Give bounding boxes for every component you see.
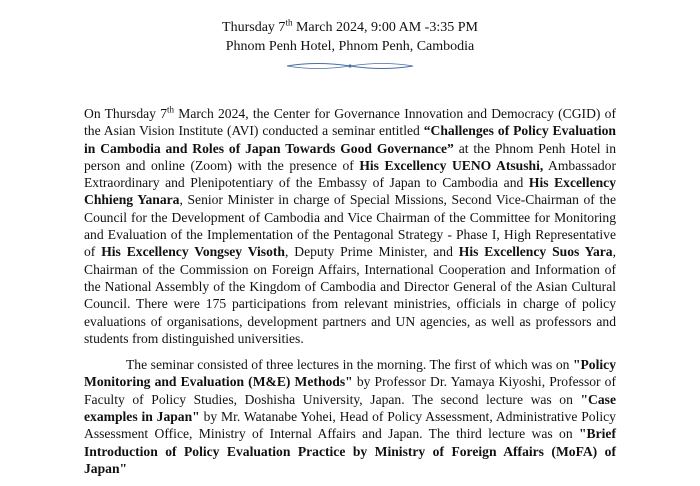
dignitary-name: His Excellency Suos Yara [458, 244, 613, 260]
event-venue: Phnom Penh Hotel, Phnom Penh, Cambodia [225, 39, 475, 54]
event-date-time [0, 18, 700, 37]
event-header [0, 0, 700, 56]
divider-ornament-icon [285, 60, 415, 72]
ornamental-divider [0, 60, 700, 72]
date-superscript: th [285, 17, 293, 28]
date-prefix: Thursday 7 [222, 20, 286, 35]
dignitary-name: His Excellency Chhieng Yanara [84, 175, 616, 208]
seminar-title: “Challenges of Policy Evaluation in Cambodia and Roles of Japan Towards Good Governance” [84, 123, 616, 156]
paragraph-intro: On Thursday 7th March 2024, the Center for Governance Innovation and Democracy (CGID) of the Asian Vision Institute (AVI) conducted a seminar entitled “Challenges of Policy Evaluation in Cambodia and Roles of Japan Towards Good Governance” at the Phnom Penh Hotel in person and online (Zoom) with the presence of His Excellency UENO Atsushi, Ambassador Extraordinary and Plenipotentiary of the Embassy of Japan to Cambodia and His Excellency Chhieng Yanara, Senior Minister in charge of Special Missions, Second Vice-Chairman of the Council for the Development of Cambodia and Vice Chairman of the Committee for Monitoring and Evaluation of the Implementation of the Pentagonal Strategy - Phase I, High Representative of His Excellency Vongsey Visoth, Deputy Prime Minister, and His Excellency Suos Yara, Chairman of the Commission on Foreign Affairs, International Cooperation and Information of the National Assembly of the Kingdom of Cambodia and Director General of the Asian Cultural Council. There were 175 participations from relevant ministries, officials in charge of policy evaluations of organisations, development partners and UN agencies, as well as professors and students from distinguished universities. [84, 104, 616, 346]
article-body [84, 105, 616, 486]
paragraph-lectures: The seminar consisted of three lectures in the morning. The first of which was on "Policy Monitoring and Evaluation (M&E) Methods" by Professor Dr. Yamaya Kiyoshi, Professor of Faculty of Policy Studies, Doshisha University, Japan. The second lecture was on "Case examples in Japan" by Mr. Watanabe Yohei, Head of Policy Assessment, Administrative Policy Assessment Office, Ministry of Internal Affairs and Japan. The third lecture was on "Brief Introduction of Policy Evaluation Practice by Ministry of Foreign Affairs (MoFA) of Japan" [84, 357, 616, 476]
lecture-title: "Brief Introduction of Policy Evaluation Practice by Ministry of Foreign Affairs (MoFA) of Japan" [84, 426, 616, 476]
lecture-title: "Case examples in Japan" [84, 391, 616, 425]
dignitary-name: His Excellency Vongsey Visoth [101, 244, 285, 260]
date-suffix: March 2024, 9:00 AM -3:35 PM [292, 20, 478, 35]
dignitary-name: His Excellency UENO Atsushi, [359, 157, 544, 173]
lecture-title: "Policy Monitoring and Evaluation (M&E) Methods" [84, 357, 616, 390]
